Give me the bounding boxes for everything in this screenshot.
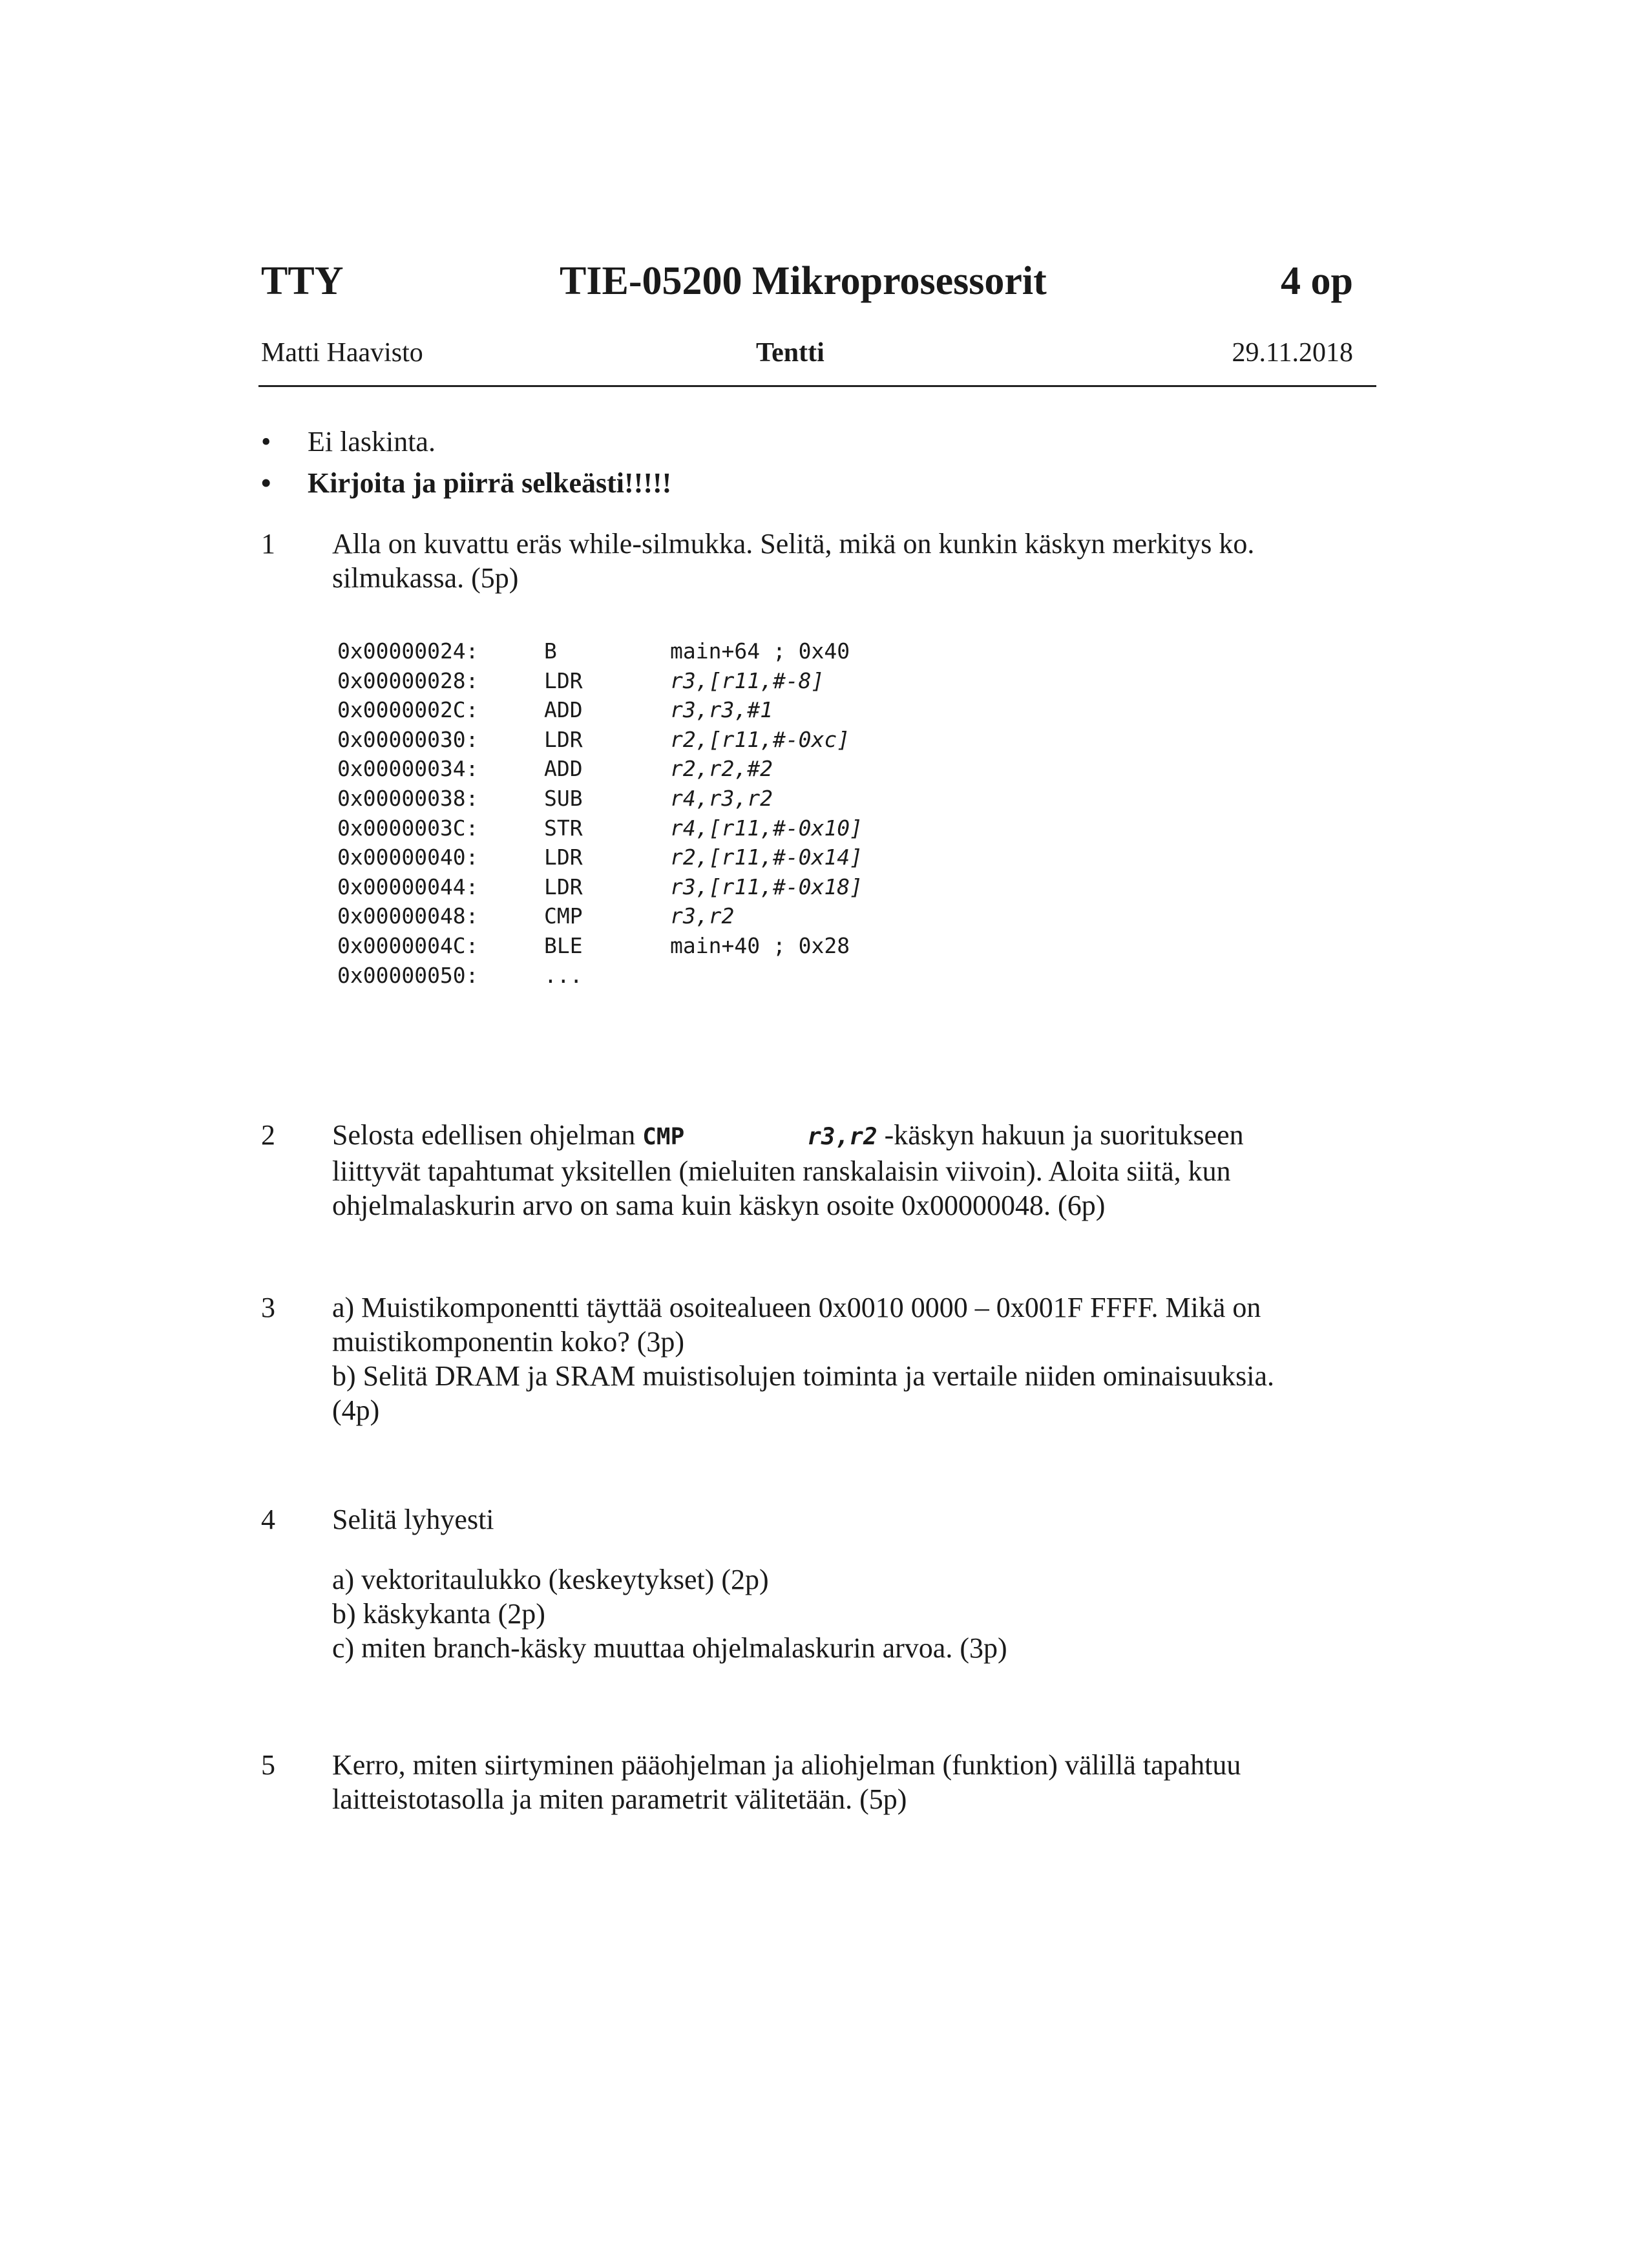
code-operands: r3,r2: [670, 903, 735, 929]
question-number: 1: [261, 528, 275, 560]
question-number: 2: [261, 1119, 275, 1151]
code-opcode: LDR: [544, 845, 583, 870]
inline-operands: r3,r2: [807, 1124, 877, 1150]
inline-instruction: CMP: [642, 1124, 685, 1150]
code-opcode: ADD: [544, 756, 583, 782]
code-address: 0x0000003C:: [337, 815, 479, 841]
code-operands: r3,[r11,#-0x18]: [670, 874, 863, 899]
instruction-item: [261, 463, 1360, 504]
header-credits: 4 op: [1281, 259, 1353, 303]
code-opcode: STR: [544, 815, 583, 841]
code-opcode: CMP: [544, 903, 583, 929]
question-line: liittyvät tapahtumat yksitellen (mieluiten ranskalaisin viivoin). Aloita siitä, kun: [332, 1155, 1231, 1187]
header-course: TIE-05200 Mikroprosessorit: [560, 259, 1047, 303]
question-subitem: b) käskykanta (2p): [332, 1598, 545, 1630]
question-subitem: c) miten branch-käsky muuttaa ohjelmalaskurin arvoa. (3p): [332, 1632, 1007, 1664]
question-text: [332, 1748, 1372, 1816]
code-operands: r4,r3,r2: [670, 785, 773, 811]
question-number: 4: [261, 1504, 275, 1535]
code-address: 0x00000038:: [337, 785, 479, 811]
code-opcode: ...: [544, 962, 583, 988]
header-date: 29.11.2018: [1232, 338, 1353, 368]
instruction-text: Kirjoita ja piirrä selkeästi!!!!!: [308, 467, 672, 499]
question-line: laitteistotasolla ja miten parametrit välitetään. (5p): [332, 1783, 907, 1815]
code-address: 0x00000034:: [337, 756, 479, 782]
question-text: [332, 1118, 1372, 1223]
question-text: [332, 527, 1372, 595]
code-address: 0x00000024:: [337, 638, 479, 664]
question-subitem: a) vektoritaulukko (keskeytykset) (2p): [332, 1564, 769, 1595]
question-text-fragment: Selosta edellisen ohjelman: [332, 1119, 643, 1151]
code-address: 0x00000030:: [337, 726, 479, 752]
instruction-text: Ei laskinta.: [308, 426, 436, 457]
question-line: silmukassa. (5p): [332, 562, 519, 594]
header-title-row: [261, 258, 1353, 317]
question-line: [332, 1118, 1372, 1154]
code-operands: main+64 ; 0x40: [670, 638, 850, 664]
code-address: 0x0000002C:: [337, 697, 479, 723]
code-opcode: B: [544, 638, 557, 664]
header-meta-row: [261, 337, 1353, 376]
question-line: muistikomponentin koko? (3p): [332, 1326, 685, 1358]
question-line: Alla on kuvattu eräs while-silmukka. Selitä, mikä on kunkin käskyn merkitys ko.: [332, 528, 1255, 560]
code-address: 0x00000044:: [337, 874, 479, 899]
header-doc-type: Tentti: [756, 338, 824, 368]
code-address: 0x00000048:: [337, 903, 479, 929]
code-address: 0x00000028:: [337, 667, 479, 693]
header-org: TTY: [261, 259, 344, 303]
code-opcode: LDR: [544, 726, 583, 752]
bullet-icon: •: [261, 467, 271, 499]
question-line: b) Selitä DRAM ja SRAM muistisolujen toiminta ja vertaile niiden ominaisuuksia.: [332, 1360, 1274, 1392]
code-operands: r3,r3,#1: [670, 697, 773, 723]
question-line: a) Muistikomponentti täyttää osoitealueen 0x0010 0000 – 0x001F FFFF. Mikä on: [332, 1292, 1261, 1323]
instructions-list: [261, 421, 1360, 504]
question-number: 3: [261, 1292, 275, 1323]
code-address: 0x0000004C:: [337, 932, 479, 958]
header-author: Matti Haavisto: [261, 338, 423, 368]
question-line: Selitä lyhyesti: [332, 1504, 494, 1535]
code-opcode: LDR: [544, 874, 583, 899]
code-opcode: LDR: [544, 667, 583, 693]
question-text: [332, 1290, 1372, 1427]
code-address: 0x00000050:: [337, 962, 479, 988]
question-line: ohjelmalaskurin arvo on sama kuin käskyn osoite 0x00000048. (6p): [332, 1190, 1106, 1221]
code-operands: r2,[r11,#-0xc]: [670, 726, 850, 752]
header-divider: [258, 385, 1376, 387]
question-text: [332, 1502, 1372, 1665]
instruction-item: [261, 421, 1360, 463]
code-operands: r2,r2,#2: [670, 756, 773, 782]
bullet-icon: •: [261, 426, 271, 457]
code-address: 0x00000040:: [337, 845, 479, 870]
code-opcode: ADD: [544, 697, 583, 723]
question-line: (4p): [332, 1394, 380, 1426]
question-line: Kerro, miten siirtyminen pääohjelman ja aliohjelman (funktion) välillä tapahtuu: [332, 1749, 1241, 1781]
code-operands: r4,[r11,#-0x10]: [670, 815, 863, 841]
code-opcode: BLE: [544, 932, 583, 958]
code-operands: r3,[r11,#-8]: [670, 667, 824, 693]
question-number: 5: [261, 1749, 275, 1781]
code-operands: r2,[r11,#-0x14]: [670, 845, 863, 870]
code-opcode: SUB: [544, 785, 583, 811]
code-operands: main+40 ; 0x28: [670, 932, 850, 958]
question-text-fragment: -käskyn hakuun ja suoritukseen: [877, 1119, 1244, 1151]
